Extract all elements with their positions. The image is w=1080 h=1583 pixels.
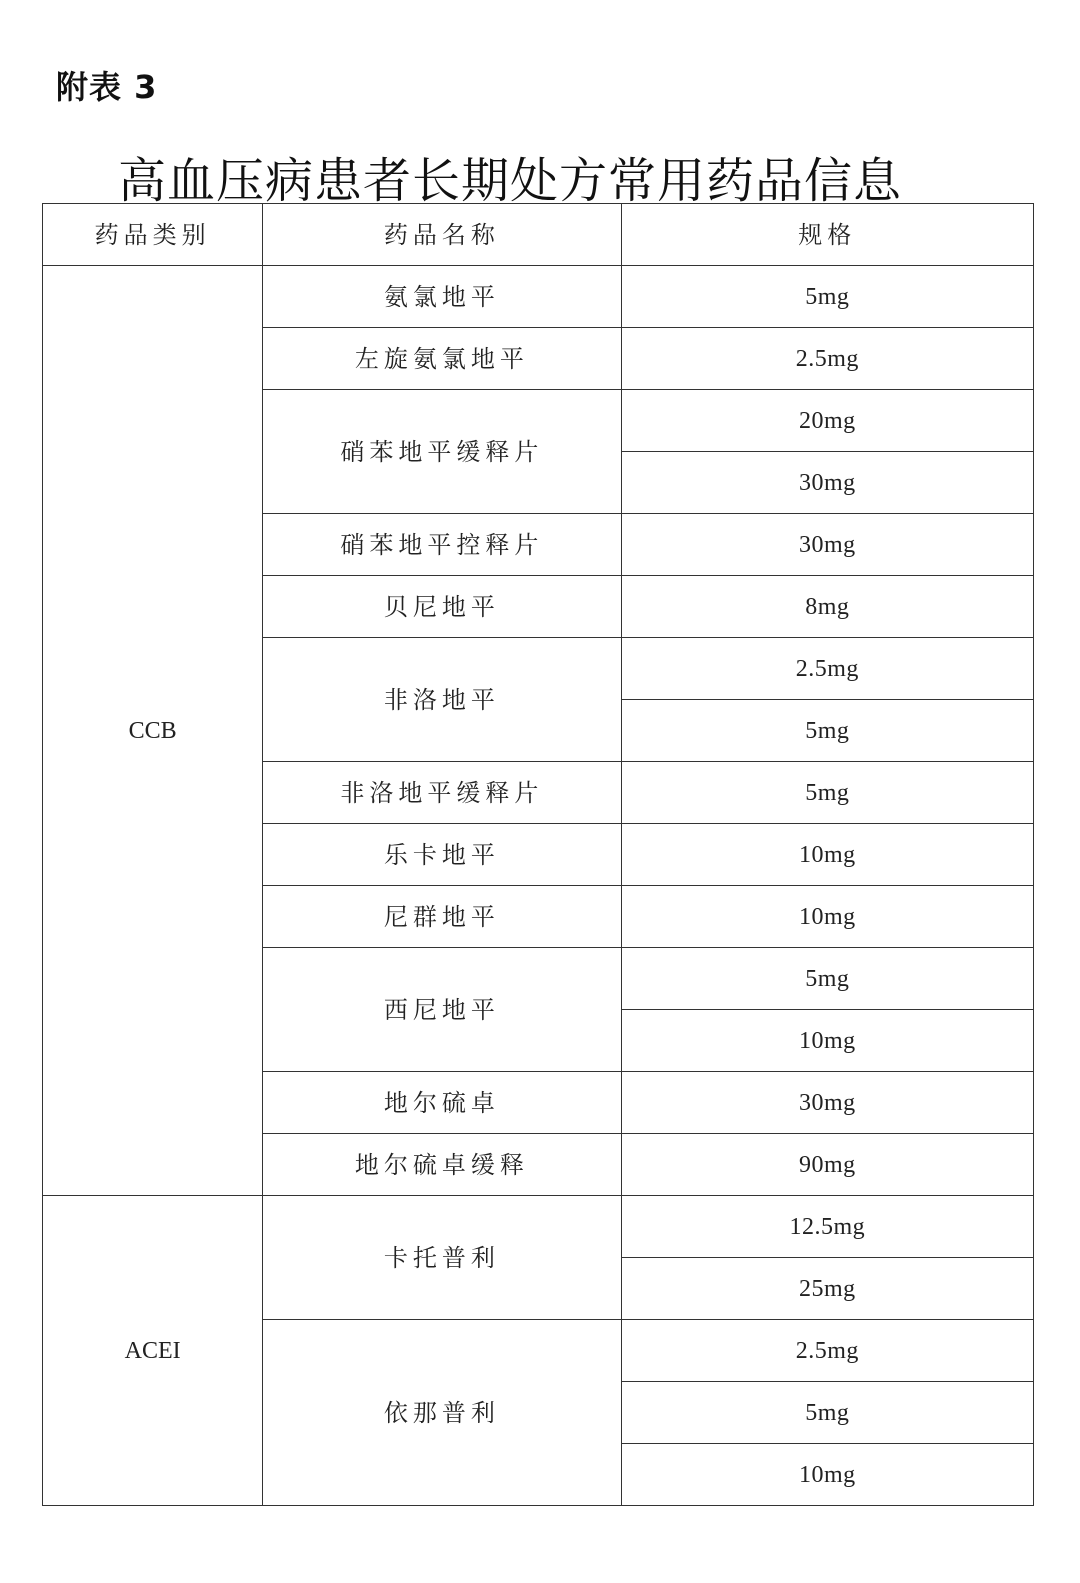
drug-name-cell: 硝苯地平缓释片 <box>263 390 621 514</box>
spec-cell: 90mg <box>621 1134 1033 1196</box>
spec-cell: 2.5mg <box>621 328 1033 390</box>
drug-name-cell: 西尼地平 <box>263 948 621 1072</box>
drug-name-cell: 贝尼地平 <box>263 576 621 638</box>
drug-name-cell: 尼群地平 <box>263 886 621 948</box>
spec-cell: 5mg <box>621 762 1033 824</box>
category-cell: CCB <box>43 266 263 1196</box>
header-spec: 规格 <box>621 204 1033 266</box>
spec-cell: 10mg <box>621 886 1033 948</box>
spec-cell: 2.5mg <box>621 1320 1033 1382</box>
drug-name-cell: 非洛地平 <box>263 638 621 762</box>
drug-name-cell: 依那普利 <box>263 1320 621 1506</box>
appendix-label: 附表 3 <box>56 68 158 106</box>
drug-name-cell: 乐卡地平 <box>263 824 621 886</box>
spec-cell: 12.5mg <box>621 1196 1033 1258</box>
spec-cell: 10mg <box>621 824 1033 886</box>
spec-cell: 10mg <box>621 1444 1033 1506</box>
spec-cell: 30mg <box>621 514 1033 576</box>
spec-cell: 5mg <box>621 1382 1033 1444</box>
spec-cell: 30mg <box>621 452 1033 514</box>
drug-name-cell: 地尔硫卓缓释 <box>263 1134 621 1196</box>
spec-cell: 5mg <box>621 700 1033 762</box>
category-cell: ACEI <box>43 1196 263 1506</box>
header-category: 药品类别 <box>43 204 263 266</box>
spec-cell: 30mg <box>621 1072 1033 1134</box>
drug-name-cell: 硝苯地平控释片 <box>263 514 621 576</box>
spec-cell: 5mg <box>621 266 1033 328</box>
header-name: 药品名称 <box>263 204 621 266</box>
drug-name-cell: 氨氯地平 <box>263 266 621 328</box>
spec-cell: 20mg <box>621 390 1033 452</box>
spec-cell: 2.5mg <box>621 638 1033 700</box>
table-row <box>43 266 1034 328</box>
spec-cell: 5mg <box>621 948 1033 1010</box>
drug-name-cell: 地尔硫卓 <box>263 1072 621 1134</box>
drug-name-cell: 左旋氨氯地平 <box>263 328 621 390</box>
spec-cell: 10mg <box>621 1010 1033 1072</box>
document-title: 高血压病患者长期处方常用药品信息 <box>117 153 902 209</box>
spec-cell: 25mg <box>621 1258 1033 1320</box>
table-header-row <box>43 204 1034 266</box>
table-body <box>43 266 1034 1506</box>
drug-table <box>42 203 1034 1506</box>
drug-name-cell: 非洛地平缓释片 <box>263 762 621 824</box>
table-row <box>43 1196 1034 1258</box>
drug-name-cell: 卡托普利 <box>263 1196 621 1320</box>
spec-cell: 8mg <box>621 576 1033 638</box>
